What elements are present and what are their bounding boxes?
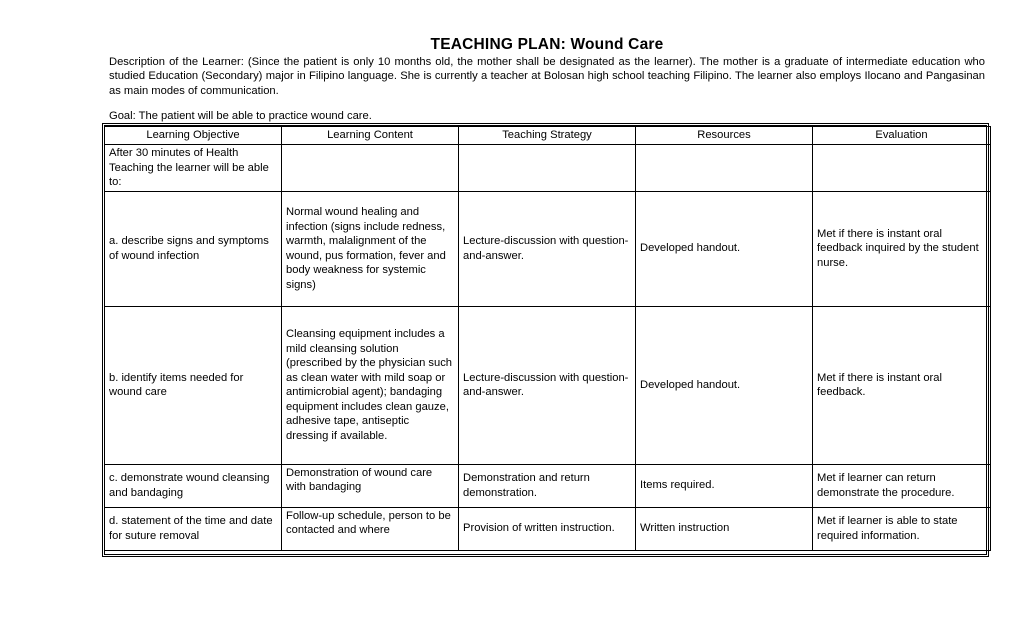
table-row	[105, 507, 991, 550]
cell-evaluation: Met if learner is able to state required information.	[813, 507, 991, 550]
table-row	[105, 145, 991, 192]
table-row	[105, 306, 991, 464]
cell-evaluation: Met if there is instant oral feedback inquired by the student nurse.	[813, 191, 991, 306]
header-teaching-strategy: Teaching Strategy	[459, 127, 636, 145]
cell-resources: Developed handout.	[636, 191, 813, 306]
cell-content	[282, 145, 459, 192]
cell-strategy: Lecture-discussion with question-and-answer.	[459, 306, 636, 464]
cell-evaluation	[813, 145, 991, 192]
goal-statement: Goal: The patient will be able to practice wound care.	[109, 110, 372, 122]
cell-objective: d. statement of the time and date for suture removal	[105, 507, 282, 550]
cell-objective: c. demonstrate wound cleansing and bandaging	[105, 464, 282, 507]
cell-evaluation: Met if learner can return demonstrate the procedure.	[813, 464, 991, 507]
learner-description: Description of the Learner: (Since the patient is only 10 months old, the mother shall be designated as the learner). The mother is a graduate of intermediate education who studied Education (Secondary) major in Filipino language. She is currently a teacher at Bolosan high school teaching Filipino. The learner also employs Ilocano and Pangasinan as main modes of communication.	[109, 56, 985, 97]
cell-content: Demonstration of wound care with bandaging	[282, 464, 459, 507]
cell-strategy	[459, 145, 636, 192]
header-evaluation: Evaluation	[813, 127, 991, 145]
cell-content: Cleansing equipment includes a mild cleansing solution (prescribed by the physician such as clean water with mild soap or antimicrobial agent); bandaging equipment includes clean gauze, adhesive tape, antiseptic dressing if available.	[282, 306, 459, 464]
cell-objective: b. identify items needed for wound care	[105, 306, 282, 464]
header-learning-objective: Learning Objective	[105, 127, 282, 145]
cell-content: Normal wound healing and infection (signs include redness, warmth, malalignment of the wound, pus formation, fever and body weakness for systemic signs)	[282, 191, 459, 306]
cell-strategy: Demonstration and return demonstration.	[459, 464, 636, 507]
teaching-plan-table	[104, 126, 991, 551]
table-row	[105, 191, 991, 306]
cell-strategy: Lecture-discussion with question-and-answer.	[459, 191, 636, 306]
cell-resources: Written instruction	[636, 507, 813, 550]
table-row	[105, 464, 991, 507]
cell-objective: After 30 minutes of Health Teaching the learner will be able to:	[105, 145, 282, 192]
cell-content: Follow-up schedule, person to be contacted and where	[282, 507, 459, 550]
cell-strategy: Provision of written instruction.	[459, 507, 636, 550]
cell-objective: a. describe signs and symptoms of wound infection	[105, 191, 282, 306]
cell-resources	[636, 145, 813, 192]
page-title: TEACHING PLAN: Wound Care	[430, 36, 664, 53]
cell-evaluation: Met if there is instant oral feedback.	[813, 306, 991, 464]
cell-resources: Developed handout.	[636, 306, 813, 464]
header-learning-content: Learning Content	[282, 127, 459, 145]
table-header-row	[105, 127, 991, 145]
cell-resources: Items required.	[636, 464, 813, 507]
header-resources: Resources	[636, 127, 813, 145]
